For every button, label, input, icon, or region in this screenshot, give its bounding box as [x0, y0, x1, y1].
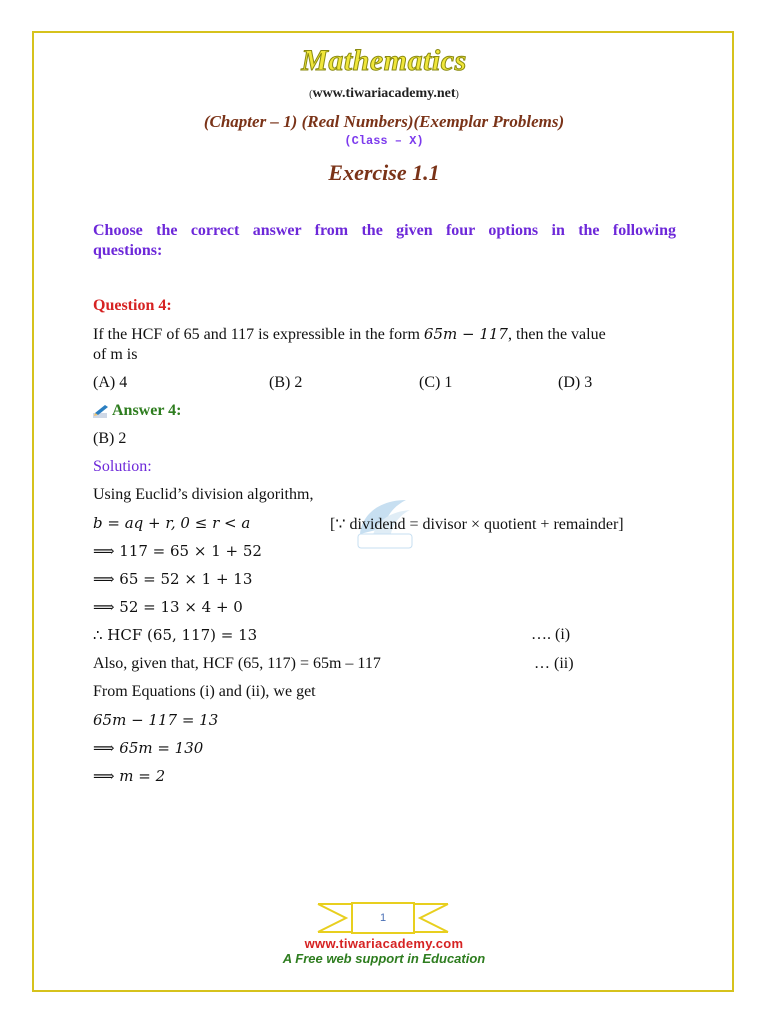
site-paren-open: ( [309, 89, 313, 100]
page-title: Mathematics [301, 44, 467, 77]
question-text [93, 325, 683, 344]
question-text-line-2: of m is [93, 346, 138, 363]
solution-step-1: ⟹ 117 = 65 × 1 + 52 [93, 542, 262, 560]
pencil-icon [93, 404, 109, 418]
option-d: (D) 3 [558, 374, 593, 391]
solution-given: Also, given that, HCF (65, 117) = 65m – 117 [93, 655, 381, 672]
question-form: 65m − 117 [423, 325, 508, 343]
solution-step-2: ⟹ 65 = 52 × 1 + 13 [93, 570, 253, 588]
class-label: (Class – X) [344, 134, 424, 148]
instruction-line-2: questions: [93, 242, 163, 259]
footer-site-link[interactable]: www.tiwariacademy.com [304, 936, 464, 951]
solution-equation: 65m − 117 = 13 [93, 711, 219, 729]
site-link[interactable] [0, 86, 768, 102]
page-number: 1 [379, 912, 387, 924]
footer-tagline: A Free web support in Education [282, 951, 486, 966]
chapter-heading: (Chapter – 1) (Real Numbers)(Exemplar Problems) [203, 112, 565, 131]
site-paren-close: ) [455, 89, 459, 100]
solution-hcf-result: ∴ HCF (65, 117) = 13 [93, 626, 258, 644]
solution-formula-note: [∵ dividend = divisor × quotient + remainder] [330, 516, 624, 533]
option-c: (C) 1 [419, 374, 453, 391]
solution-line-formula: b = aq + r, 0 ≤ r < a [93, 514, 251, 532]
solution-step-130: ⟹ 65m = 130 [93, 739, 204, 757]
answer-heading: Answer 4: [112, 402, 182, 419]
solution-from-equations: From Equations (i) and (ii), we get [93, 683, 316, 700]
site-url: www.tiwariacademy.net [312, 86, 456, 101]
equation-ref-ii: … (ii) [534, 655, 574, 672]
option-b: (B) 2 [269, 374, 303, 391]
answer-value: (B) 2 [93, 430, 127, 447]
solution-line-euclid: Using Euclid’s division algorithm, [93, 486, 314, 503]
exercise-heading: Exercise 1.1 [328, 160, 440, 185]
solution-label: Solution: [93, 458, 152, 475]
question-heading: Question 4: [93, 297, 172, 314]
question-text-after: , then the value [507, 326, 606, 343]
instruction-line-1: Choose the correct answer from the given four options in the following [93, 222, 676, 239]
solution-step-3: ⟹ 52 = 13 × 4 + 0 [93, 598, 243, 616]
question-text-before: If the HCF of 65 and 117 is expressible in the form [93, 326, 424, 343]
equation-ref-i: …. (i) [531, 626, 571, 643]
option-a: (A) 4 [93, 374, 128, 391]
solution-final: ⟹ m = 2 [93, 767, 166, 785]
